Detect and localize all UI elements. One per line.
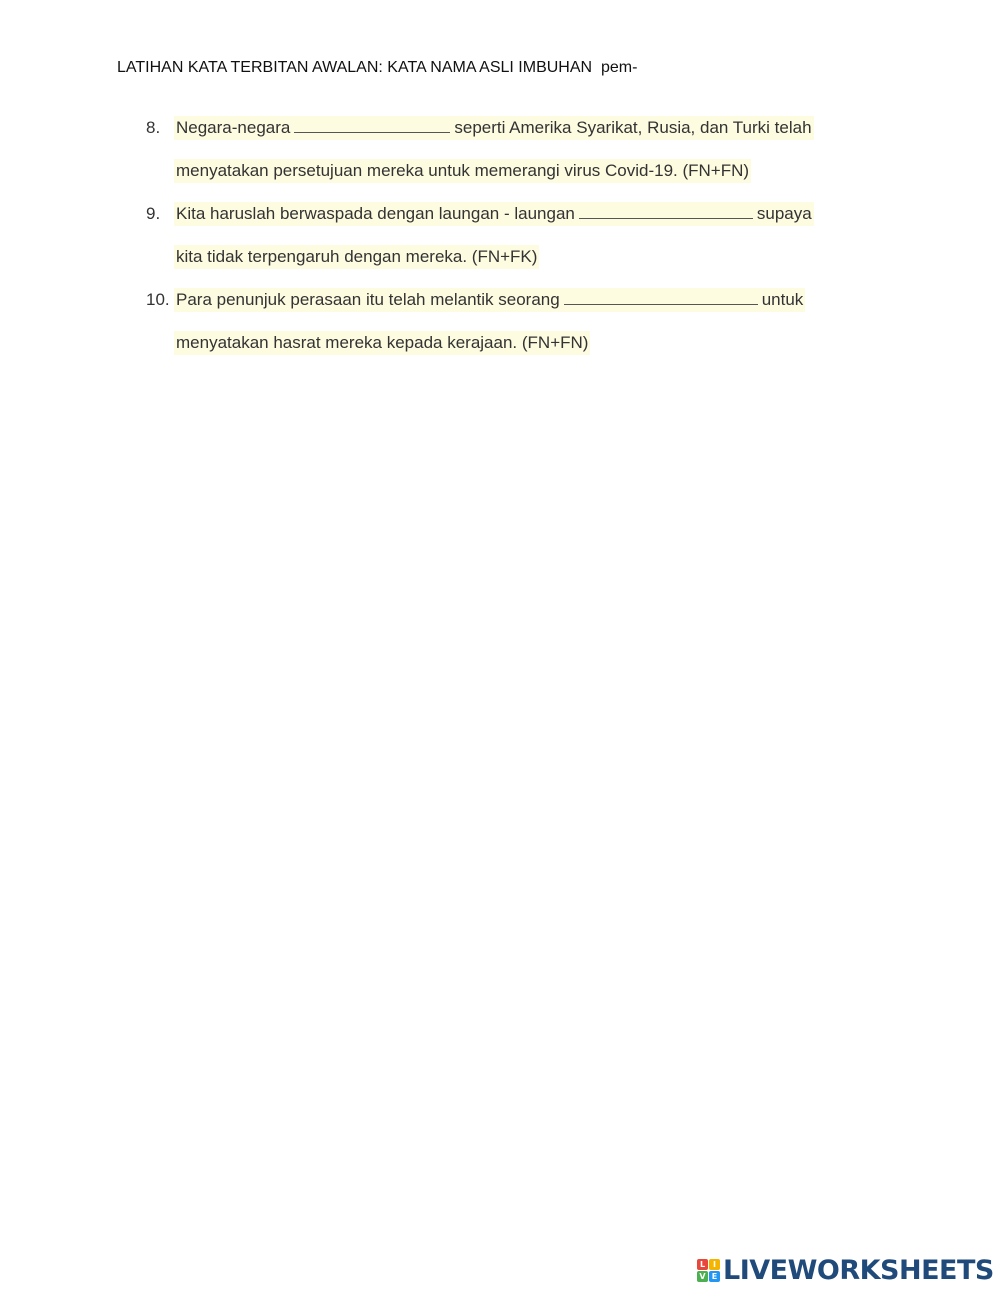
question-text: supaya bbox=[756, 204, 812, 223]
question-list bbox=[0, 0, 1000, 400]
question-text: untuk bbox=[761, 290, 804, 309]
question-number: 8. bbox=[146, 118, 161, 137]
question-line: kita tidak terpengaruh dengan mereka. (FN+FK) bbox=[174, 245, 539, 269]
question-number: 9. bbox=[146, 204, 161, 223]
answer-blank[interactable] bbox=[579, 202, 753, 219]
page-title: LATIHAN KATA TERBITAN AWALAN: KATA NAMA ASLI IMBUHAN pem- bbox=[117, 59, 638, 76]
answer-blank[interactable] bbox=[294, 116, 450, 133]
question-text: Kita haruslah berwaspada dengan laungan - laungan bbox=[176, 204, 575, 223]
liveworksheets-brand bbox=[697, 1255, 994, 1285]
logo-letter: I bbox=[709, 1259, 720, 1270]
question-line bbox=[174, 288, 805, 312]
question-line bbox=[174, 202, 814, 226]
brand-wordmark: LIVEWORKSHEETS bbox=[723, 1254, 994, 1286]
liveworksheets-logo-icon bbox=[697, 1259, 720, 1282]
logo-letter: V bbox=[697, 1271, 708, 1282]
question-text: seperti Amerika Syarikat, Rusia, dan Turki telah bbox=[454, 118, 812, 137]
question-text: Para penunjuk perasaan itu telah melantik seorang bbox=[176, 290, 560, 309]
question-line bbox=[174, 116, 814, 140]
logo-letter: E bbox=[709, 1271, 720, 1282]
question-line: menyatakan hasrat mereka kepada kerajaan. (FN+FN) bbox=[174, 331, 590, 355]
logo-letter: L bbox=[697, 1259, 708, 1270]
question-number: 10. bbox=[146, 290, 170, 309]
answer-blank[interactable] bbox=[564, 288, 758, 305]
question-line: menyatakan persetujuan mereka untuk memerangi virus Covid-19. (FN+FN) bbox=[174, 159, 751, 183]
question-text: Negara-negara bbox=[176, 118, 291, 137]
